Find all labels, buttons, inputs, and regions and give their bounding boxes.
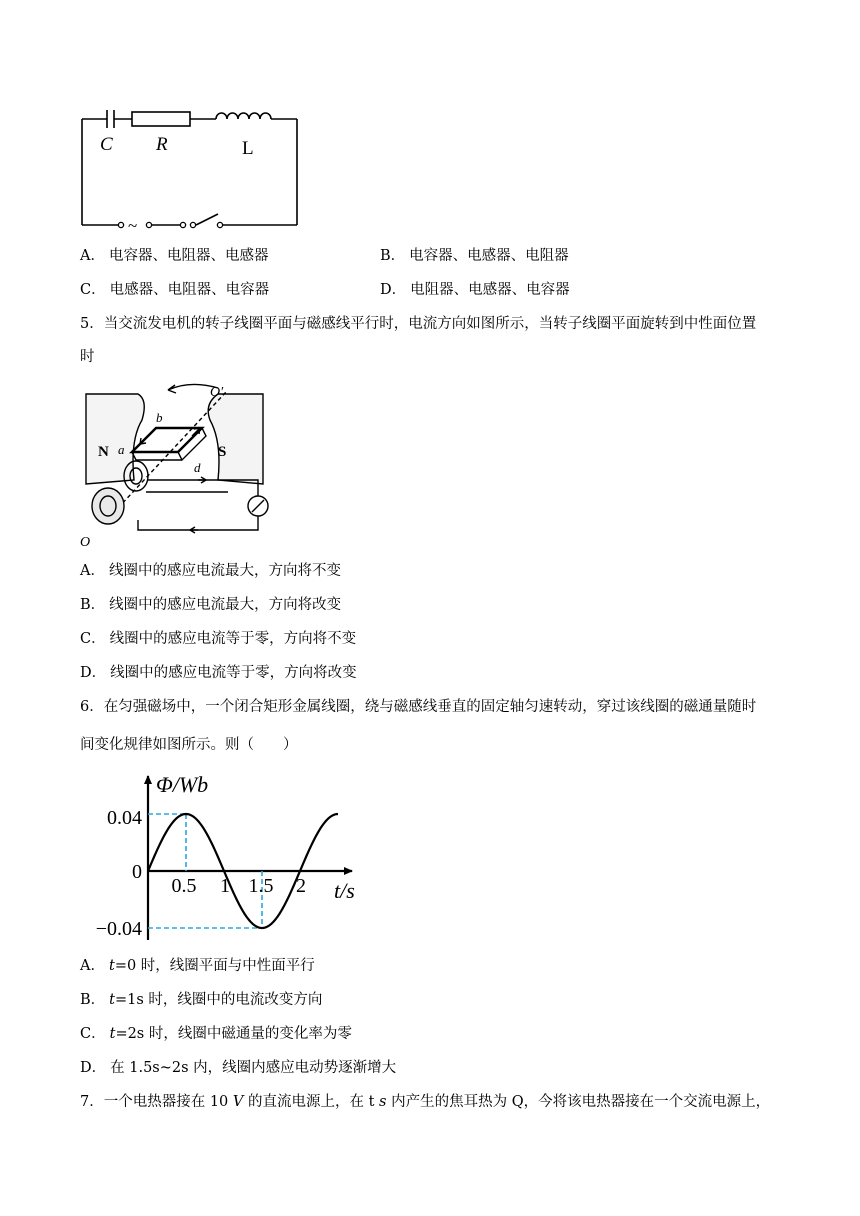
x-tick-label: 2 — [296, 875, 306, 897]
y-tick-label: 0.04 — [107, 807, 142, 829]
q5-stem-line2: 时 — [80, 349, 95, 365]
rlc-circuit-diagram — [70, 100, 310, 235]
x-tick-label: 0.5 — [171, 875, 197, 897]
q6-stem-line2: 间变化规律如图所示。则（ ） — [80, 737, 298, 753]
q4-option-d: D． 电阻器、电感器、电容器 — [380, 282, 570, 298]
resistor-label: R — [156, 134, 168, 155]
inductor-label: L — [242, 138, 254, 159]
coil-label-a: a — [118, 442, 125, 457]
q6-option-b: B． t=1s 时，线圈中的电流改变方向 — [80, 992, 323, 1008]
ac-generator-figure — [78, 380, 278, 550]
q5-option-d: D． 线圈中的感应电流等于零，方向将改变 — [80, 665, 357, 681]
y-tick-label: 0 — [132, 861, 142, 883]
q6-option-d: D． 在 1.5s~2s 内，线圈内感应电动势逐渐增大 — [80, 1060, 397, 1076]
q6-option-a: A． t=0 时，线圈平面与中性面平行 — [80, 958, 315, 974]
q6-stem-line1: 6．在匀强磁场中，一个闭合矩形金属线圈，绕与磁感线垂直的固定轴匀速转动，穿过该线圈的磁通量随时 — [80, 699, 757, 715]
s-pole-label: S — [218, 444, 227, 460]
coil-label-b: b — [156, 410, 163, 425]
y-tick-label: −0.04 — [95, 918, 142, 940]
x-tick-label: 1.5 — [248, 875, 274, 897]
q4-option-c: C． 电感器、电阻器、电容器 — [80, 282, 270, 298]
n-pole-label: N — [98, 444, 109, 460]
axis-label-o-prime: O′ — [210, 385, 224, 400]
q4-option-b: B． 电容器、电感器、电阻器 — [380, 248, 569, 264]
q5-stem-line1: 5．当交流发电机的转子线圈平面与磁感线平行时，电流方向如图所示，当转子线圈平面旋转到中性面位置 — [80, 316, 757, 332]
q5-option-b: B． 线圈中的感应电流最大，方向将改变 — [80, 597, 342, 613]
capacitor-label: C — [100, 134, 113, 155]
coil-label-d: d — [194, 460, 201, 475]
x-axis-label: t/s — [334, 878, 355, 903]
q5-option-c: C． 线圈中的感应电流等于零，方向将不变 — [80, 631, 357, 647]
ac-source-symbol: ~ — [128, 216, 138, 235]
y-axis-label: Φ/Wb — [156, 772, 209, 797]
q6-option-c: C． t=2s 时，线圈中磁通量的变化率为零 — [80, 1026, 352, 1042]
x-tick-label: 1 — [220, 875, 230, 897]
axis-label-o: O — [80, 535, 91, 550]
flux-time-chart — [80, 768, 370, 948]
q4-option-a: A． 电容器、电阻器、电感器 — [80, 248, 269, 264]
q5-option-a: A． 线圈中的感应电流最大，方向将不变 — [80, 563, 341, 579]
q7-stem: 7．一个电热器接在 10 V 的直流电源上，在 t s 内产生的焦耳热为 Q，今将该电热器接在一个交流电源上， — [80, 1094, 771, 1110]
